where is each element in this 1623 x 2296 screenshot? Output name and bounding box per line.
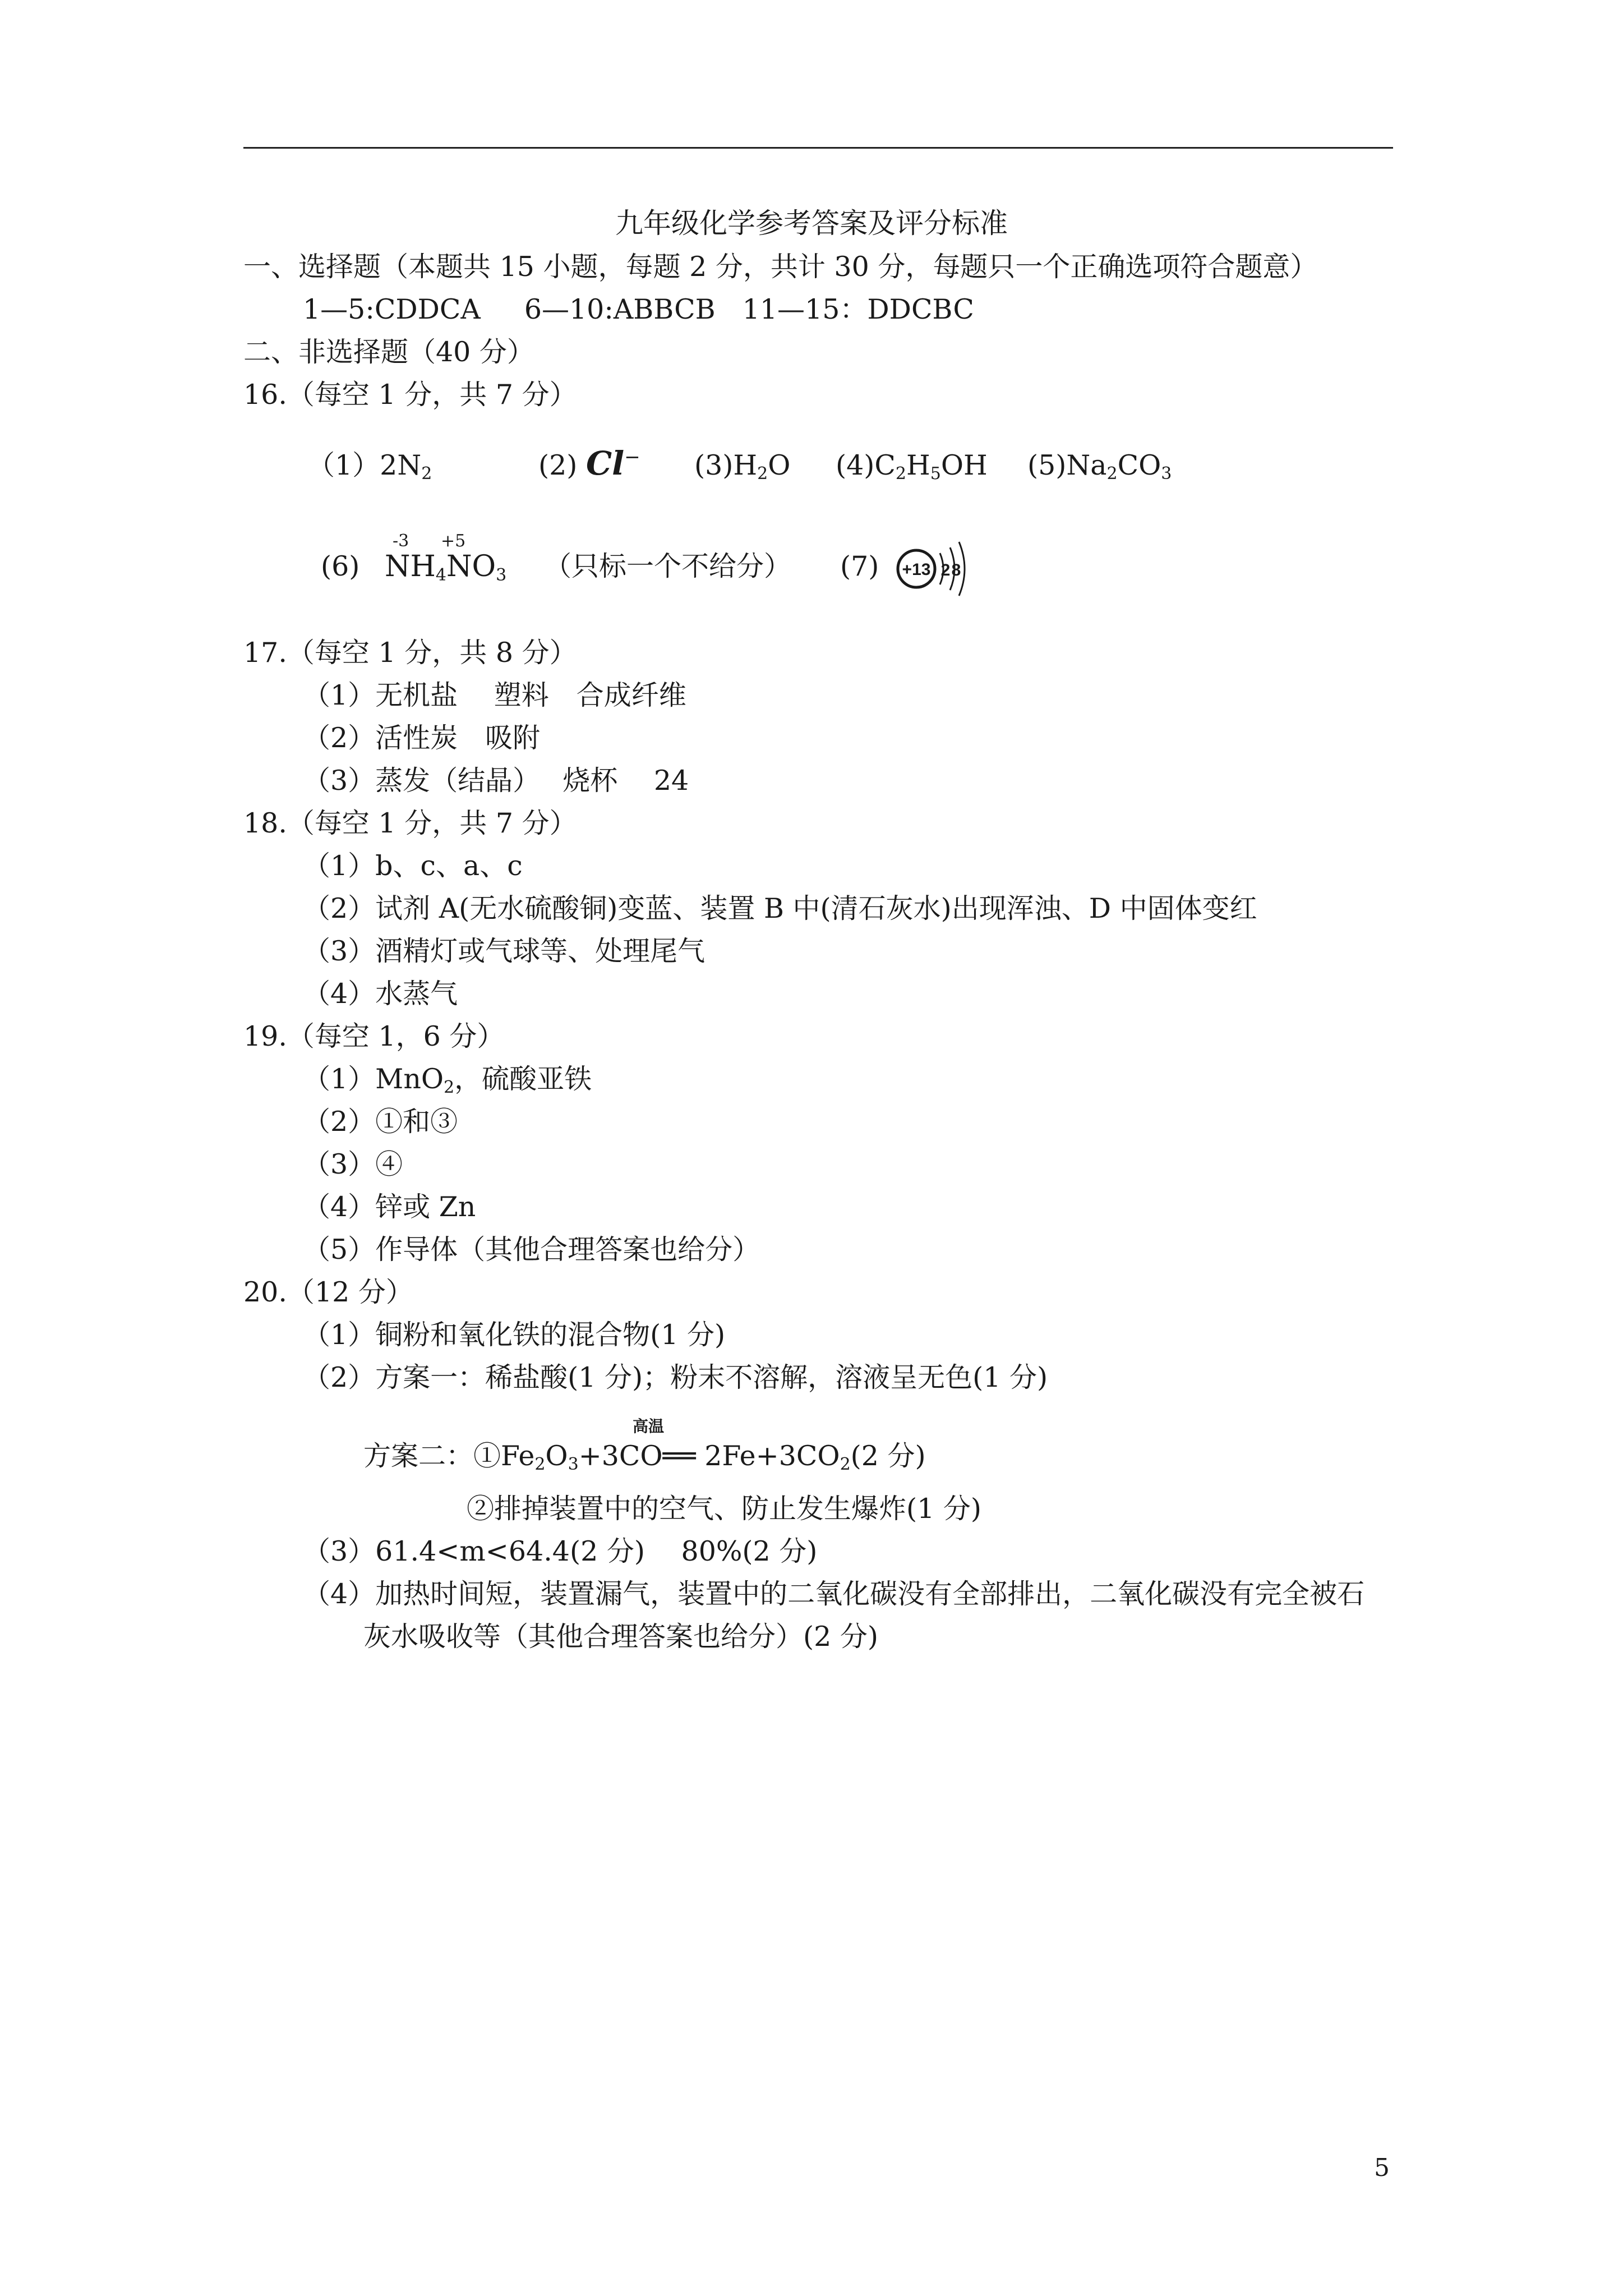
q19-line-3: （3）④ <box>303 1148 403 1180</box>
q19-line-2: （2）①和③ <box>303 1106 458 1138</box>
page-title: 九年级化学参考答案及评分标准 <box>615 207 1008 240</box>
q17-line-3: （3）蒸发（结晶） 烧杯 24 <box>303 765 689 797</box>
reaction-condition: 高温 <box>633 1417 665 1435</box>
q16-answer-6-note: （只标一个不给分） <box>544 550 792 582</box>
q16-heading: 16.（每空 1 分，共 7 分） <box>243 379 577 411</box>
valence-nitrogen-1: -3 <box>393 531 409 551</box>
q17-heading: 17.（每空 1 分，共 8 分） <box>243 637 577 669</box>
aluminum-atom-structure-diagram <box>895 537 968 598</box>
section1-heading: 一、选择题（本题共 15 小题，每题 2 分，共计 30 分，每题只一个正确选项符合题意） <box>243 251 1318 283</box>
header-rule <box>243 147 1393 149</box>
q16-answer-1: $(1)2N_2$ <box>307 449 432 484</box>
q16-answer-7-label: (7) <box>840 550 879 582</box>
q20-line-5: （4）加热时间短，装置漏气，装置中的二氧化碳没有全部排出，二氧化碳没有完全被石 <box>303 1578 1365 1610</box>
q19-line-5: （5）作导体（其他合理答案也给分） <box>303 1234 760 1266</box>
q16-answer-4: $(4)C_2H_5OH$ <box>836 449 988 484</box>
q20-line-1: （1）铜粉和氧化铁的混合物(1 分) <box>303 1319 726 1351</box>
q20-line-6: 灰水吸收等（其他合理答案也给分）(2 分) <box>363 1621 878 1653</box>
equals-sign: ══ <box>662 1440 696 1472</box>
answer-group-1: 1—5:CDDCA <box>303 293 481 325</box>
q16-answer-5: $(5)Na_2CO_3$ <box>1027 449 1172 484</box>
q18-line-4: （4）水蒸气 <box>303 978 458 1010</box>
answer-group-2: 6—10:ABBCB <box>524 293 716 325</box>
section2-heading: 二、非选择题（40 分） <box>243 336 534 368</box>
ammonium-nitrate-formula: $NH_4NO_3$ <box>385 550 507 585</box>
q17-line-1: （1）无机盐 塑料 合成纤维 <box>303 679 686 711</box>
q16-answer-3: $(3)H_2O$ <box>694 449 791 484</box>
nucleus-charge: +13 <box>902 560 931 579</box>
q20-heading: 20.（12 分） <box>243 1276 413 1308</box>
q19-line-4: （4）锌或 Zn <box>303 1191 476 1223</box>
q19-line-1: （1）MnO$_2$，硫酸亚铁 <box>303 1063 592 1097</box>
q18-line-1: （1）b、c、a、c <box>303 850 523 882</box>
page-number: 5 <box>1374 2154 1390 2182</box>
q16-answer-6-label: (6) <box>321 550 360 582</box>
q20-line-4: （3）61.4<m<64.4(2 分) 80%(2 分) <box>303 1535 818 1567</box>
q19-heading: 19.（每空 1，6 分） <box>243 1020 505 1052</box>
chemical-equation: 方案二：$①Fe_2O_3+3CO══$ $2Fe+3CO_2(2$ 分) <box>363 1440 926 1474</box>
q18-line-3: （3）酒精灯或气球等、处理尾气 <box>303 935 706 967</box>
q18-line-2: （2）试剂 A(无水硫酸铜)变蓝、装置 B 中(清石灰水)出现浑浊、D 中固体变红 <box>303 892 1257 924</box>
shell-1-electrons: 2 <box>940 561 951 579</box>
answer-group-3: 11—15：DDCBC <box>742 293 974 325</box>
q20-line-3: ②排掉装置中的空气、防止发生爆炸(1 分) <box>467 1493 981 1525</box>
q16-answer-2: (2) Cl− <box>538 444 640 482</box>
shell-2-electrons: 8 <box>951 561 961 579</box>
q18-heading: 18.（每空 1 分，共 7 分） <box>243 807 577 839</box>
q17-line-2: （2）活性炭 吸附 <box>303 722 541 754</box>
valence-nitrogen-2: +5 <box>441 531 466 551</box>
choice-answers <box>303 293 974 326</box>
q20-line-2: （2）方案一：稀盐酸(1 分)；粉末不溶解，溶液呈无色(1 分) <box>303 1361 1048 1393</box>
